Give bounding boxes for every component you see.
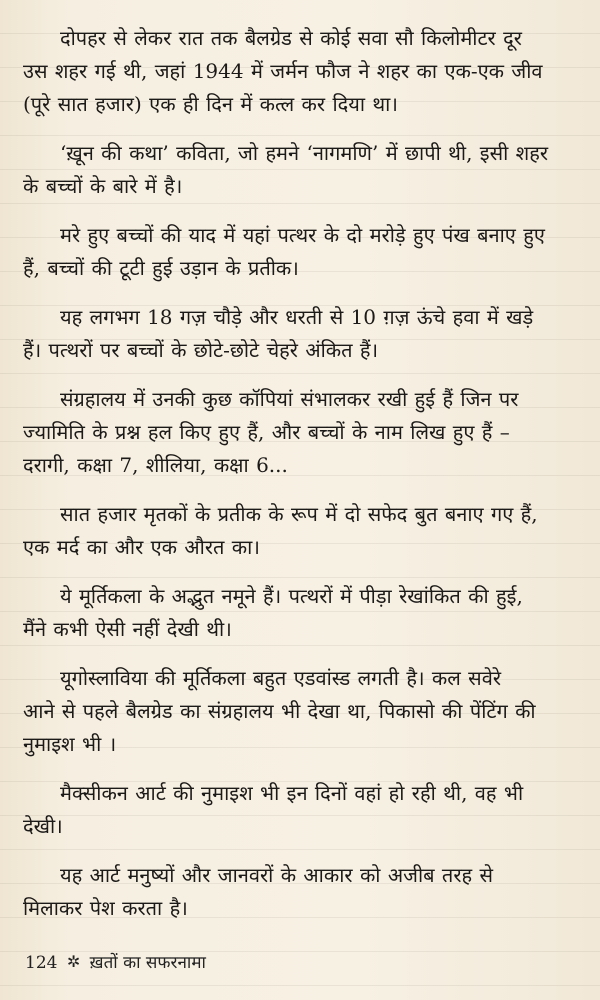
text-line: देखी।	[23, 814, 63, 838]
text-line: मैंने कभी ऐसी नहीं देखी थी।	[23, 617, 232, 641]
text-line: ज्यामिति के प्रश्न हल किए हुए हैं, और बच्चों के नाम लिख हुए हैं –	[23, 420, 510, 444]
text-line: ‘ख़ून की कथा’ कविता, जो हमने ‘नागमणि’ में छापी थी, इसी शहर	[60, 141, 549, 165]
text-line: के बच्चों के बारे में है।	[23, 174, 183, 198]
text-line: हैं। पत्थरों पर बच्चों के छोटे-छोटे चेहरे अंकित हैं।	[23, 338, 379, 362]
text-line: हैं, बच्चों की टूटी हुई उड़ान के प्रतीक।	[23, 256, 299, 280]
paragraph	[23, 859, 581, 925]
text-line: ये मूर्तिकला के अद्भुत नमूने हैं। पत्थरों में पीड़ा रेखांकित की हुई,	[60, 584, 523, 608]
paragraph	[23, 383, 581, 482]
text-line: आने से पहले बैलग्रेड का संग्रहालय भी देखा था, पिकासो की पेंटिंग की	[23, 699, 536, 723]
text-line: मैक्सीकन आर्ट की नुमाइश भी इन दिनों वहां हो रही थी, वह भी	[60, 781, 524, 805]
text-line: यह लगभग 18 गज़ चौड़े और धरती से 10 ग़ज़ ऊंचे हवा में खड़े	[60, 305, 534, 329]
text-line: यह आर्ट मनुष्यों और जानवरों के आकार को अजीब तरह से	[60, 863, 493, 887]
star-icon: ✲	[66, 952, 81, 971]
page-footer	[25, 951, 206, 975]
text-line: मिलाकर पेश करता है।	[23, 896, 188, 920]
paragraph	[23, 22, 581, 121]
text-line: दरागी, कक्षा 7, शीलिया, कक्षा 6...	[23, 453, 288, 477]
text-line: एक मर्द का और एक औरत का।	[23, 535, 260, 559]
text-line: उस शहर गई थी, जहां 1944 में जर्मन फौज ने शहर का एक-एक जीव	[23, 59, 543, 83]
page-number: 124	[25, 953, 58, 973]
paragraph	[23, 777, 581, 843]
paragraph	[23, 580, 581, 646]
paragraph	[23, 137, 581, 203]
paragraph	[23, 219, 581, 285]
text-line: दोपहर से लेकर रात तक बैलग्रेड से कोई सवा सौ किलोमीटर दूर	[60, 26, 522, 50]
text-line: (पूरे सात हजार) एक ही दिन में कत्ल कर दिया था।	[23, 92, 398, 116]
page-body	[23, 22, 581, 941]
text-line: सात हजार मृतकों के प्रतीक के रूप में दो सफेद बुत बनाए गए हैं,	[60, 502, 538, 526]
paragraph	[23, 662, 581, 761]
text-line: मरे हुए बच्चों की याद में यहां पत्थर के दो मरोड़े हुए पंख बनाए हुए	[60, 223, 545, 247]
paragraph	[23, 301, 581, 367]
text-line: नुमाइश भी ।	[23, 732, 117, 756]
book-title: ख़तों का सफरनामा	[89, 953, 206, 973]
paragraph	[23, 498, 581, 564]
text-line: संग्रहालय में उनकी कुछ कॉपियां संभालकर रखी हुई हैं जिन पर	[60, 387, 519, 411]
text-line: यूगोस्लाविया की मूर्तिकला बहुत एडवांस्ड लगती है। कल सवेरे	[60, 666, 501, 690]
